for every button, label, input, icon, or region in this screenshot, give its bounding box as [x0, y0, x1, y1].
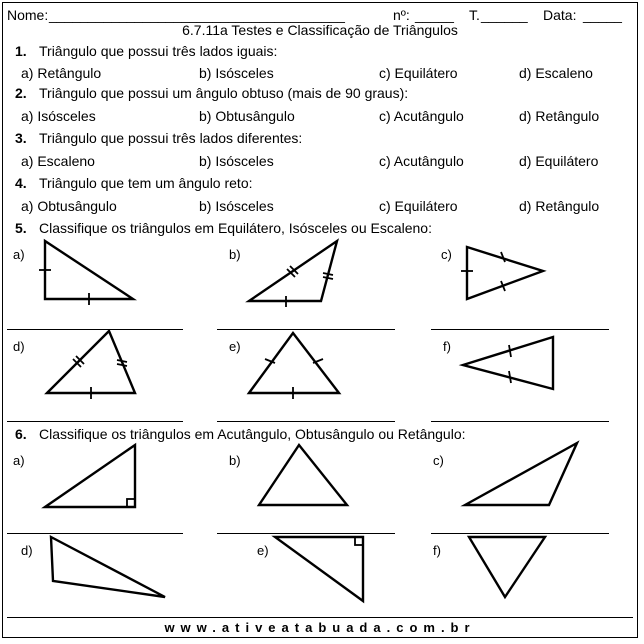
footer-website[interactable]: www.ativeatabuada.com.br: [164, 620, 476, 635]
q4-option-b[interactable]: b) Isósceles: [199, 198, 274, 214]
page-title: 6.7.11a Testes e Classificação de Triângulos: [182, 22, 458, 38]
q4-option-d[interactable]: d) Retângulo: [519, 198, 600, 214]
footer-divider: [7, 617, 633, 618]
question-text: Triângulo que possui um ângulo obtuso (mais de 90 graus):: [39, 85, 409, 101]
date-label: Data:: [543, 7, 577, 23]
question-text: Classifique os triângulos em Equilátero, Isósceles ou Escaleno:: [39, 220, 432, 236]
date-blank: _____: [583, 7, 622, 23]
q1-option-a[interactable]: a) Retângulo: [21, 65, 102, 81]
question-number: 1.: [15, 43, 27, 59]
q3-option-c[interactable]: c) Acutângulo: [379, 153, 464, 169]
number-label: nº:: [393, 7, 410, 23]
number-blank: _____: [415, 7, 454, 23]
worksheet: [2, 2, 638, 638]
name-label: Nome:: [7, 7, 49, 23]
question-text: Triângulo que tem um ângulo reto:: [39, 175, 253, 191]
q4-option-a[interactable]: a) Obtusângulo: [21, 198, 117, 214]
q1-option-b[interactable]: b) Isósceles: [199, 65, 274, 81]
q2-option-d[interactable]: d) Retângulo: [519, 108, 600, 124]
q3-option-b[interactable]: b) Isósceles: [199, 153, 274, 169]
q6-label-d: d): [21, 543, 33, 558]
q2-option-a[interactable]: a) Isósceles: [21, 108, 96, 124]
class-blank: ______: [481, 7, 528, 23]
q5-label-b: b): [229, 247, 241, 262]
q5-label-d: d): [13, 339, 25, 354]
q1-option-d[interactable]: d) Escaleno: [519, 65, 593, 81]
question-number: 2.: [15, 85, 27, 101]
q6-label-f: f): [433, 543, 441, 558]
question-number: 3.: [15, 130, 27, 146]
q1-option-c[interactable]: c) Equilátero: [379, 65, 458, 81]
q6-label-b: b): [229, 453, 241, 468]
q5-label-f: f): [443, 339, 451, 354]
q4-option-c[interactable]: c) Equilátero: [379, 198, 458, 214]
question-number: 6.: [15, 426, 27, 442]
q6-label-a: a): [13, 453, 25, 468]
question-number: 5.: [15, 220, 27, 236]
question-text: Triângulo que possui três lados diferentes:: [39, 130, 303, 146]
name-blank: ______________________________________: [49, 7, 345, 23]
q6-label-e: e): [257, 543, 269, 558]
q6-triangle-f: [3, 3, 637, 637]
question-number: 4.: [15, 175, 27, 191]
q5-label-c: c): [441, 247, 452, 262]
q6-label-c: c): [433, 453, 444, 468]
q2-option-b[interactable]: b) Obtusângulo: [199, 108, 295, 124]
q3-option-a[interactable]: a) Escaleno: [21, 153, 95, 169]
class-label: T.: [469, 7, 480, 23]
question-text: Triângulo que possui três lados iguais:: [39, 43, 278, 59]
q5-label-e: e): [229, 339, 241, 354]
q3-option-d[interactable]: d) Equilátero: [519, 153, 599, 169]
question-text: Classifique os triângulos em Acutângulo, Obtusângulo ou Retângulo:: [39, 426, 466, 442]
q5-label-a: a): [13, 247, 25, 262]
q2-option-c[interactable]: c) Acutângulo: [379, 108, 464, 124]
